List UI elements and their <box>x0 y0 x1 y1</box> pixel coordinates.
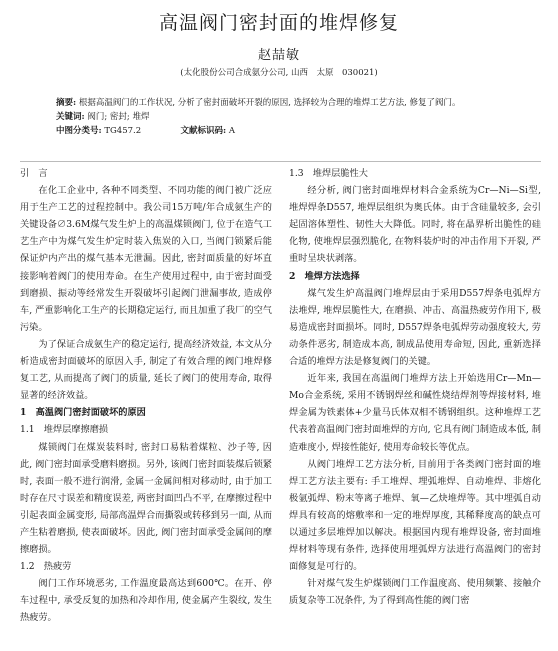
paragraph: 近年来, 我国在高温阀门堆焊方法上开始选用Cr—Mn—Mo合金系统, 采用不锈钢焊丝和碱性烧结焊剂等焊接材料, 堆焊金属为铁素体+少量马氏体双相不锈钢组织。这种堆焊工艺代表着高温阀门密封面堆焊的方向, 它具有阀门制造成本低, 制造难度小, 焊接性能好, 使用寿命较长等优点。 <box>289 373 541 453</box>
paragraph: 煤锁阀门在煤炭装料时, 密封口易粘着煤粒、沙子等, 因此, 阀门密封面承受磨料磨损。另外, 该阀门密封面装煤后锁紧时, 表面一般不进行润滑, 金属一金属间相对移动时, 由于加工时存在尺寸误差和精度误差, 两密封面凹凸不平, 在摩擦过程中引起表面金属变形, 局部高温焊合而撕裂或转移到另一面, 从而产生粘着磨损, 使表面破坏。因此, 阀门密封面承受金属间的摩擦磨损。 <box>20 441 272 556</box>
section-heading-1: 1 高温阀门密封面破坏的原因 <box>20 407 146 419</box>
abstract-label: 摘要: <box>56 98 77 108</box>
abstract-row <box>56 96 526 110</box>
doc-code-value: A <box>228 126 236 136</box>
subsection-heading-1-2: 1.2 热疲劳 <box>20 561 72 573</box>
section-divider <box>20 161 541 162</box>
section-heading-2: 2 堆焊方法选择 <box>289 270 360 282</box>
paragraph: 煤气发生炉高温阀门堆焊层由于采用D557焊条电弧焊方法堆焊, 堆焊层脆性大, 在磨损、冲击、高温热疲劳作用下, 极易造成密封面损坏。同时, D557焊条电弧焊劳动强度较大, 劳动条件恶劣, 制造成本高, 制成品使用寿命短, 因此, 重新选择合适的堆焊方法是修复阀门的关键。 <box>289 287 541 368</box>
author-name: 赵喆敏 <box>257 48 300 63</box>
paragraph: 针对煤气发生炉煤锁阀门工作温度高、使用频繁、接触介质复杂等工况条件, 为了得到高性能的阀门密 <box>289 578 541 607</box>
subsection-heading-1-1: 1.1 堆焊层摩擦磨损 <box>20 424 109 436</box>
classification-row <box>56 124 526 138</box>
doc-code-label: 文献标识码: <box>180 126 227 136</box>
keywords-label: 关键词: <box>56 112 85 122</box>
paragraph: 为了保证合成氨生产的稳定运行, 提高经济效益, 本文从分析造成密封面破坏的原因入手, 制定了有效合理的阀门堆焊修复工艺, 从而提高了阀门的质量, 延长了阀门的使用寿命, 取得显著的经济效益。 <box>20 338 272 402</box>
keywords-text: 阀门; 密封; 堆焊 <box>87 112 150 122</box>
paragraph: 经分析, 阀门密封面堆焊材料合金系统为Cr—Ni—Si型, 堆焊焊条D557, 堆焊层组织为奥氏体。由于含硅量较多, 会引起固溶体塑性、韧性大大降低。同时, 将在晶界析出脆性的硅化物, 使堆焊层强烈脆化, 在物料装炉时的冲击作用下开裂, 严重时呈块状剥落。 <box>289 185 541 265</box>
paragraph: 在化工企业中, 各种不同类型、不同功能的阀门被广泛应用于生产工艺的过程控制中。我公司15万吨/年合成氨生产的关键设备∅3.6M煤气发生炉上的高温煤锁阀门, 位于在造气工艺生产中为煤气发生炉定时装入焦炭的入口, 当阀门锁紧后能保证炉内产出的煤气基本无泄漏。因此, 密封面质量的好坏直接影响着阀门的使用寿命。在生产使用过程中, 由于密封面受到磨损、振动等经常发生开裂破坏引起阀门泄漏事故, 造成停车, 严重影响化工生产的长期稳定运行, 而且加重了我厂的空气污染。 <box>20 185 272 333</box>
paragraph: 阀门工作环境恶劣, 工作温度最高达到600℃。在开、停车过程中, 承受反复的加热和冷却作用, 使金属产生裂纹, 发生热疲劳。 <box>20 578 272 624</box>
right-column <box>289 165 541 609</box>
left-column <box>20 165 272 627</box>
author-affiliation: (太化股份公司合成氨分公司, 山西 太原 030021) <box>180 68 378 78</box>
clc-value: TG457.2 <box>104 126 142 136</box>
paragraph: 从阀门堆焊工艺方法分析, 目前用于各类阀门密封面的堆焊工艺方法主要有: 手工堆焊、埋弧堆焊、自动堆焊、非熔化极氩弧焊、粉末等离子堆焊、氧—乙炔堆焊等。其中埋弧自动焊具有较高的熔敷率和一定的堆焊厚度, 其稀释度高的缺点可以通过多层堆焊加以解决。根据国内现有堆焊设备, 密封面堆焊材料等现有条件, 选择使用埋弧焊方法进行高温阀门的密封面修复是可行的。 <box>289 458 541 573</box>
section-heading-intro: 引 言 <box>20 168 48 179</box>
clc-label: 中图分类号: <box>56 126 102 136</box>
subsection-heading-1-3: 1.3 堆焊层脆性大 <box>289 168 368 179</box>
abstract-block <box>56 96 526 138</box>
abstract-text: 根据高温阀门的工作状况, 分析了密封面破坏开裂的原因, 选择较为合理的堆焊工艺方法, 修复了阀门。 <box>78 98 461 108</box>
keywords-row <box>56 110 526 124</box>
paper-title: 高温阀门密封面的堆焊修复 <box>158 12 399 34</box>
